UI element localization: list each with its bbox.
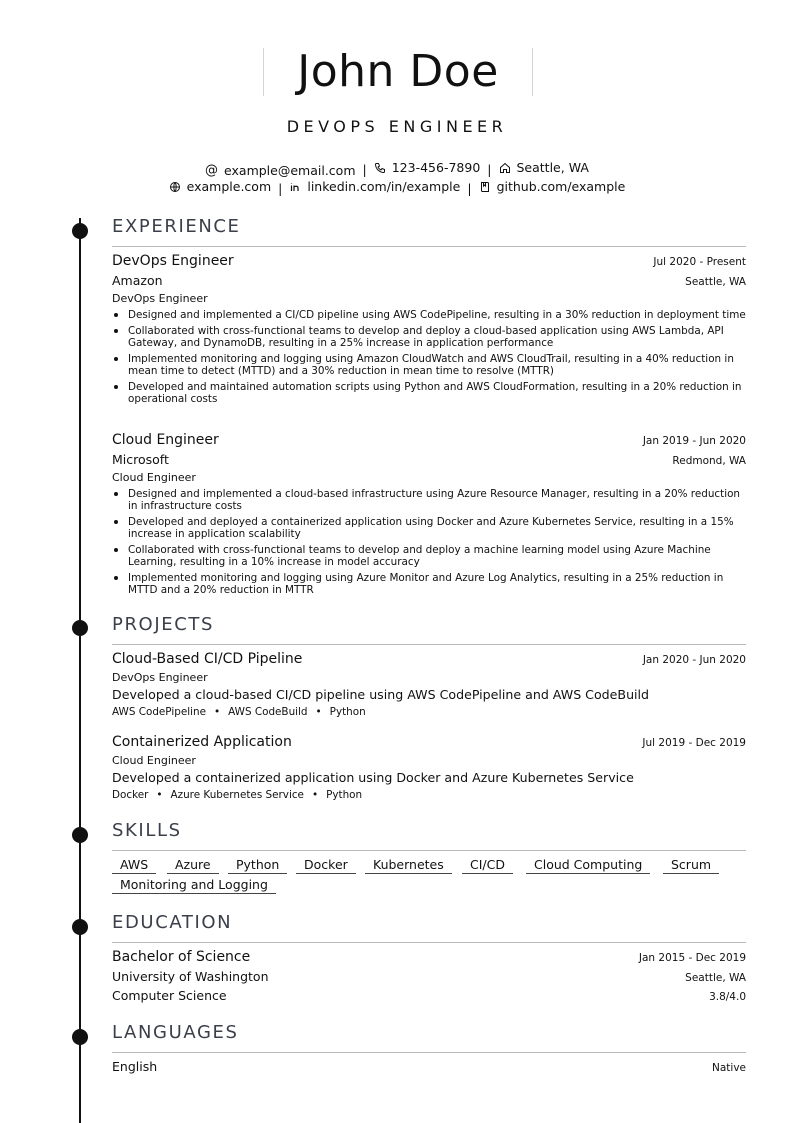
entry-dates: Jan 2019 - Jun 2020 bbox=[642, 435, 746, 447]
section-divider bbox=[112, 246, 746, 247]
contact-phone[interactable]: 123-456-7890 bbox=[374, 160, 481, 175]
entry-role: DevOps Engineer bbox=[112, 671, 208, 684]
entry-role: DevOps Engineer bbox=[112, 292, 208, 305]
section-divider bbox=[112, 850, 746, 851]
contact-line-2: example.com | linkedin.com/in/example | github.com/example bbox=[0, 179, 794, 196]
skill-tag: Python bbox=[228, 857, 287, 874]
skill-tag: Docker bbox=[296, 857, 356, 874]
timeline-dot-skills bbox=[72, 827, 88, 843]
entry-dates: Jan 2020 - Jun 2020 bbox=[642, 654, 746, 666]
gpa: 3.8/4.0 bbox=[709, 991, 746, 1003]
contact-location: Seattle, WA bbox=[499, 160, 589, 175]
home-icon bbox=[499, 162, 511, 174]
entry-header bbox=[112, 734, 746, 750]
entry-location: Seattle, WA bbox=[685, 276, 746, 288]
skill-tag: Kubernetes bbox=[365, 857, 452, 874]
timeline-line bbox=[79, 218, 81, 1123]
timeline-dot-projects bbox=[72, 620, 88, 636]
contact-line-1: @ example@email.com | 123-456-7890 | Seattle, WA bbox=[205, 160, 589, 178]
entry-header bbox=[112, 949, 746, 965]
candidate-name: John Doe bbox=[297, 46, 499, 97]
timeline-dot-education bbox=[72, 919, 88, 935]
timeline-dot-experience bbox=[72, 223, 88, 239]
section-title-skills: SKILLS bbox=[112, 820, 182, 841]
company-name: Microsoft bbox=[112, 452, 169, 467]
skill-tag: AWS bbox=[112, 857, 156, 874]
entry-subheader bbox=[112, 273, 746, 288]
entry-dates: Jul 2020 - Present bbox=[653, 256, 746, 268]
timeline-dot-languages bbox=[72, 1029, 88, 1045]
contact-website[interactable]: example.com bbox=[169, 179, 271, 194]
achievement-item: Implemented monitoring and logging using Azure Monitor and Azure Log Analytics, resulting in a 25% reduction in MTTD and a 20% reduction in MTTR bbox=[112, 572, 746, 596]
project-description: Developed a containerized application using Docker and Azure Kubernetes Service bbox=[112, 770, 634, 785]
language-entry bbox=[112, 1059, 746, 1074]
section-divider bbox=[112, 1052, 746, 1053]
achievement-item: Designed and implemented a cloud-based infrastructure using Azure Resource Manager, resulting in a 20% reduction in infrastructure costs bbox=[112, 488, 746, 512]
company-name: Amazon bbox=[112, 273, 163, 288]
project-title: Containerized Application bbox=[112, 734, 292, 750]
job-title: DEVOPS ENGINEER bbox=[286, 117, 508, 136]
tech-item: Python bbox=[326, 789, 363, 801]
contact-github[interactable]: github.com/example bbox=[479, 179, 626, 194]
tech-item: Azure Kubernetes Service bbox=[170, 789, 304, 801]
entry-location: Redmond, WA bbox=[672, 455, 746, 467]
section-title-projects: PROJECTS bbox=[112, 614, 215, 635]
entry-role: Cloud Engineer bbox=[112, 754, 196, 767]
contact-email[interactable]: @ example@email.com bbox=[205, 162, 356, 178]
skill-tag: Cloud Computing bbox=[526, 857, 650, 874]
entry-role: Cloud Engineer bbox=[112, 471, 196, 484]
repository-icon bbox=[479, 181, 491, 193]
contact-linkedin[interactable]: linkedin.com/in/example bbox=[289, 179, 460, 194]
section-title-experience: EXPERIENCE bbox=[112, 216, 241, 237]
entry-dates: Jul 2019 - Dec 2019 bbox=[642, 737, 746, 749]
tech-item: AWS CodePipeline bbox=[112, 706, 206, 718]
tech-item: Docker bbox=[112, 789, 149, 801]
achievement-item: Developed and deployed a containerized application using Docker and Azure Kubernetes Service, resulting in a 15% increase in application scalability bbox=[112, 516, 746, 540]
section-title-languages: LANGUAGES bbox=[112, 1022, 239, 1043]
entry-subheader bbox=[112, 452, 746, 467]
skill-tag: CI/CD bbox=[462, 857, 513, 874]
achievement-list bbox=[112, 309, 746, 409]
phone-icon bbox=[374, 162, 386, 174]
entry-header bbox=[112, 253, 746, 269]
entry-location: Seattle, WA bbox=[685, 972, 746, 984]
achievement-item: Collaborated with cross-functional teams to develop and deploy a machine learning model using Azure Machine Learning, resulting in a 10% increase in model accuracy bbox=[112, 544, 746, 568]
entry-header bbox=[112, 651, 746, 667]
achievement-item: Designed and implemented a CI/CD pipeline using AWS CodePipeline, resulting in a 30% reduction in deployment time bbox=[112, 309, 746, 321]
position-title: Cloud Engineer bbox=[112, 432, 219, 448]
achievement-item: Implemented monitoring and logging using Amazon CloudWatch and AWS CloudTrail, resulting in a 40% reduction in mean time to detect (MTTD) and a 30% reduction in mean time to resolve (MTTR) bbox=[112, 353, 746, 377]
tech-item: AWS CodeBuild bbox=[228, 706, 308, 718]
project-title: Cloud-Based CI/CD Pipeline bbox=[112, 651, 303, 667]
language-level: Native bbox=[712, 1062, 746, 1074]
achievement-item: Collaborated with cross-functional teams to develop and deploy a cloud-based application using AWS Lambda, API Gateway, and DynamoDB, resulting in a 25% increase in application performance bbox=[112, 325, 746, 349]
section-title-education: EDUCATION bbox=[112, 912, 233, 933]
entry-role-row bbox=[112, 671, 746, 684]
position-title: DevOps Engineer bbox=[112, 253, 234, 269]
skill-tag: Azure bbox=[167, 857, 219, 874]
achievement-list bbox=[112, 488, 746, 600]
project-tech-list: Docker • Azure Kubernetes Service • Python bbox=[112, 789, 363, 801]
name-block bbox=[263, 48, 533, 96]
entry-field-row bbox=[112, 988, 746, 1003]
field-of-study: Computer Science bbox=[112, 988, 227, 1003]
degree: Bachelor of Science bbox=[112, 949, 251, 965]
project-description: Developed a cloud-based CI/CD pipeline using AWS CodePipeline and AWS CodeBuild bbox=[112, 687, 650, 702]
skill-tag: Monitoring and Logging bbox=[112, 877, 276, 894]
entry-header bbox=[112, 432, 746, 448]
section-divider bbox=[112, 942, 746, 943]
at-icon: @ bbox=[205, 162, 219, 178]
language-name: English bbox=[112, 1059, 158, 1074]
globe-icon bbox=[169, 181, 181, 193]
entry-role-row bbox=[112, 471, 746, 484]
entry-role-row bbox=[112, 292, 746, 305]
entry-dates: Jan 2015 - Dec 2019 bbox=[638, 952, 746, 964]
section-divider bbox=[112, 644, 746, 645]
skill-tag: Scrum bbox=[663, 857, 719, 874]
linkedin-icon bbox=[289, 181, 301, 193]
entry-role-row bbox=[112, 754, 746, 767]
project-tech-list: AWS CodePipeline • AWS CodeBuild • Python bbox=[112, 706, 366, 718]
achievement-item: Developed and maintained automation scripts using Python and AWS CloudFormation, resulting in a 20% reduction in operational costs bbox=[112, 381, 746, 405]
school-name: University of Washington bbox=[112, 969, 269, 984]
tech-item: Python bbox=[329, 706, 366, 718]
entry-subheader bbox=[112, 969, 746, 984]
